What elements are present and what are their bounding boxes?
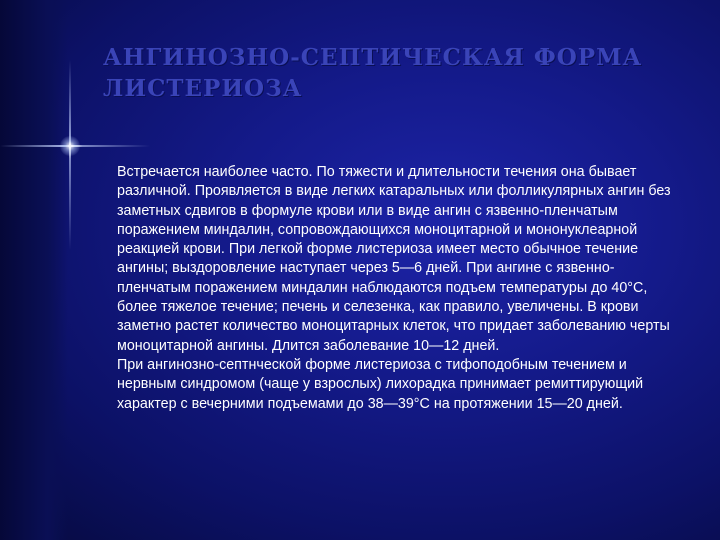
- slide-title-line-2: ЛИСТЕРИОЗА: [103, 75, 303, 102]
- light-flare-center: [60, 136, 80, 156]
- slide-title: [103, 42, 693, 104]
- body-paragraph-1: Встречается наиболее часто. По тяжести и длительности течения она бывает различной. Проявляется в виде легких катаральных или фолликулярных ангин без заметных сдвигов в формуле крови или в виде ангин с язвенно-пленчатым поражением миндалин, сопровождающихся моноцитарной и мононуклеарной реакцией крови. При легкой форме листериоза имеет место обычное течение ангины; выздоровление наступает через 5—6 дней. При ангине с язвенно-пленчатым поражением миндалин наблюдаются подъем температуры до 40°С, более тяжелое течение; печень и селезенка, как правило, увеличены. В крови заметно растет количество моноцитарных клеток, что придает заболеванию черты моноцитарной ангины. Длится заболевание 10—12 дней.: [117, 164, 671, 354]
- body-paragraph-2: При ангинозно-септнческой форме листериоза с тифоподобным течением и нервным синдромом (чаще у взрослых) лихорадка принимает ремиттирующий характер с вечерними подъемами до 38—39°С на протяжении 15—20 дней.: [117, 356, 644, 412]
- slide-title-line-1: АНГИНОЗНО-СЕПТИЧЕСКАЯ ФОРМА: [103, 44, 643, 71]
- slide-body: [117, 163, 677, 414]
- left-dark-band: [0, 0, 68, 540]
